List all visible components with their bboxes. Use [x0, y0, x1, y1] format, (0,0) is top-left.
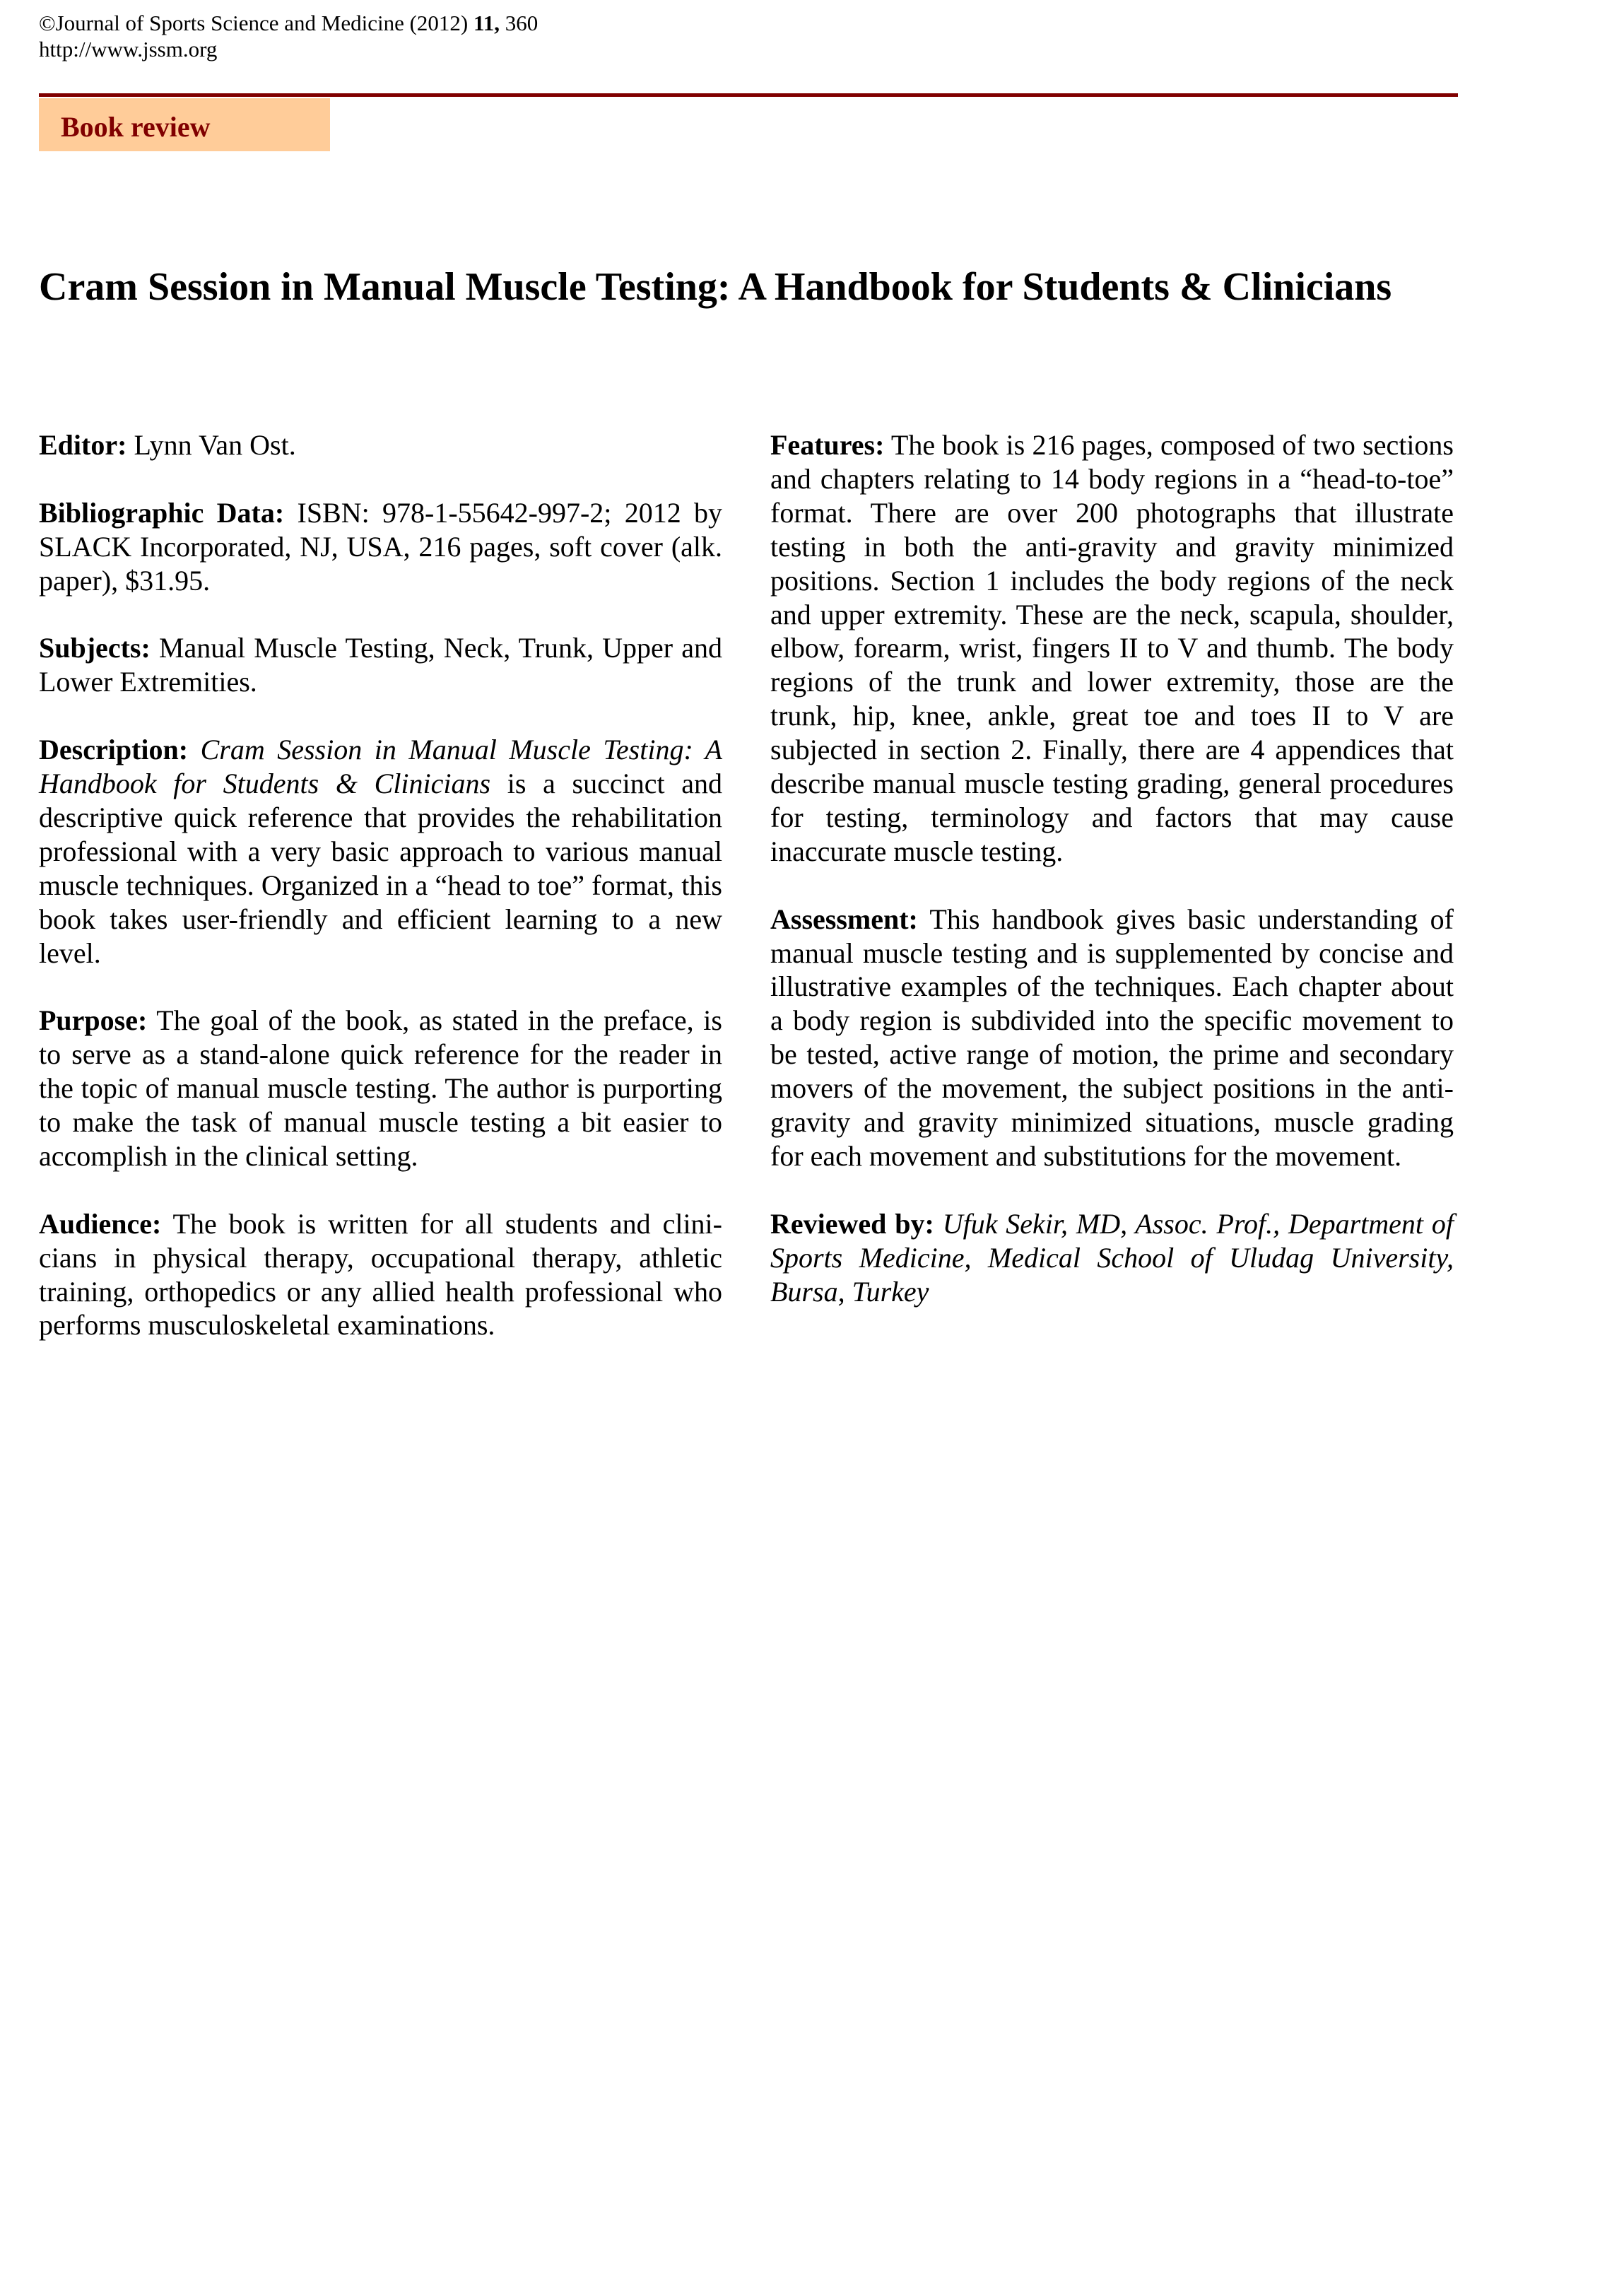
bibliographic-text: ISBN: 978-1-55642-997-2; 2012 by SLACK Incorporated, NJ, USA, 216 pages, soft cover (alk. paper), $31.95.: [39, 496, 723, 597]
bibliographic-paragraph: [39, 496, 722, 598]
right-column: [770, 428, 1454, 1342]
editor-label: Editor:: [39, 429, 127, 461]
description-paragraph: [39, 733, 722, 970]
audience-text: The book is written for all students and clinicians in physical therapy, occupational therapy, athletic training, orthopedics or any allied health professional who performs musculoskeletal examinations.: [39, 1207, 722, 1341]
header-rule: [39, 93, 1458, 97]
left-column: [39, 428, 722, 1376]
article-title: Cram Session in Manual Muscle Testing: A Handbook for Students & Clinicians: [39, 265, 1392, 309]
editor-text: Lynn Van Ost.: [126, 429, 296, 461]
features-label: Features:: [770, 429, 885, 461]
features-paragraph: [770, 428, 1454, 869]
journal-name: ©Journal of Sports Science and Medicine (2012): [39, 11, 473, 35]
journal-citation: [39, 10, 538, 36]
purpose-text: The goal of the book, as stated in the preface, is to serve as a stand-alone quick reference for the reader in the topic of manual muscle testing. The author is purporting to make the task of manual muscle testing a bit easier to accomplish in the clinical setting.: [39, 1004, 722, 1172]
journal-page: 360: [500, 11, 539, 35]
subjects-paragraph: [39, 631, 722, 699]
description-label: Description:: [39, 734, 189, 766]
assessment-label: Assessment:: [770, 903, 918, 935]
editor-paragraph: [39, 428, 722, 462]
subjects-text: Manual Muscle Testing, Neck, Trunk, Upper and Lower Extremities.: [39, 632, 722, 698]
description-book-title: Cram Session in Manual Muscle Testing: A Handbook for Students & Clinicians: [39, 734, 722, 800]
audience-label: Audience:: [39, 1207, 162, 1240]
reviewer-label: Reviewed by:: [770, 1207, 934, 1240]
reviewer-affiliation: Ufuk Sekir, MD, Assoc. Prof., Department of Sports Medicine, Medical School of Uludag University, Bursa, Turkey: [770, 1207, 1454, 1308]
journal-url[interactable]: http://www.jssm.org: [39, 37, 218, 61]
section-badge-label: Book review: [61, 111, 211, 143]
subjects-label: Subjects:: [39, 632, 151, 664]
section-badge: [39, 98, 330, 151]
assessment-text: This handbook gives basic understanding of manual muscle testing and is supplemented by concise and illustrative examples of the techniques. Each chapter about a body region is subdivided into the specific movement to be tested, active range of motion, the prime and secondary movers of the movement, the subject positions in the anti-gravity and gravity minimized situations, muscle grading for each movement and substitutions for the movement.: [770, 903, 1454, 1173]
journal-volume: 11,: [473, 11, 500, 35]
bibliographic-label: Bibliographic Data:: [39, 496, 285, 529]
audience-paragraph: [39, 1207, 722, 1343]
journal-header: [39, 10, 538, 62]
purpose-paragraph: [39, 1004, 722, 1173]
purpose-label: Purpose:: [39, 1004, 148, 1037]
description-text: is a succinct and descriptive quick reference that provides the rehabilitation professional with a very basic approach to various manual muscle techniques. Organized in a “head to toe” format, this book takes user-friendly and efficient learning to a new level.: [39, 768, 722, 969]
reviewer-paragraph: [770, 1207, 1454, 1309]
assessment-paragraph: [770, 903, 1454, 1173]
features-text: The book is 216 pages, composed of two sections and chapters relating to 14 body regions in a “head-to-toe” format. There are over 200 photographs that illustrate testing in both the anti-gravity and gravity minimized positions. Section 1 includes the body regions of the neck and upper extremity. These are the neck, scapula, shoulder, elbow, forearm, wrist, fingers II to V and thumb. The body regions of the trunk and lower extremity, those are the trunk, hip, knee, ankle, great toe and toes II to V are subjected in section 2. Finally, there are 4 appendices that describe manual muscle testing grading, general procedures for testing, terminology and factors that may cause inaccurate muscle testing.: [770, 429, 1454, 867]
